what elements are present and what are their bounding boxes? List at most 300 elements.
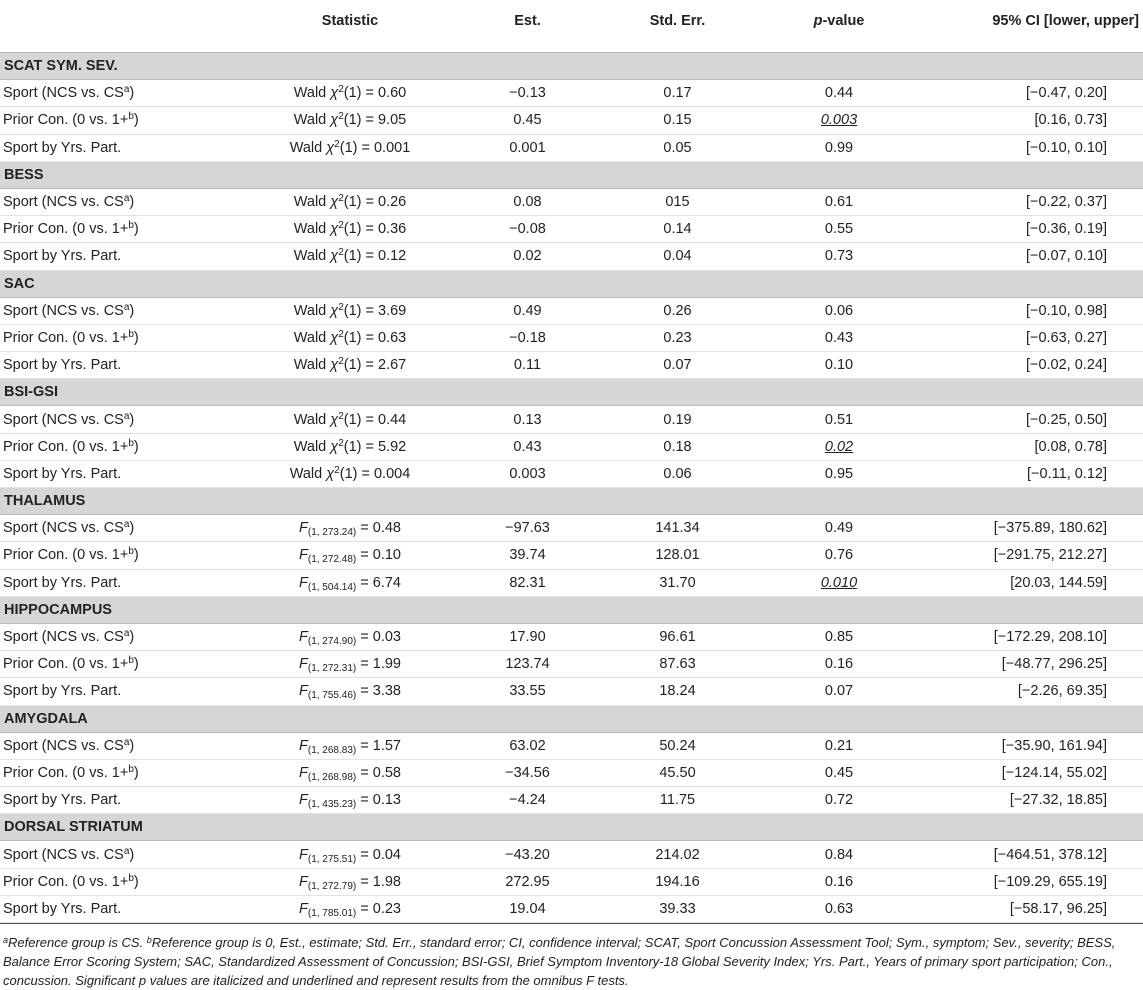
row-label-cell bbox=[0, 542, 235, 569]
row-label-cell bbox=[0, 297, 235, 324]
p-value-cell bbox=[765, 134, 913, 161]
ci-cell: [−35.90, 161.94] bbox=[913, 732, 1143, 759]
row-label: Sport (NCS vs. CS bbox=[3, 846, 124, 863]
statistic-cell bbox=[235, 895, 465, 922]
chi-superscript: 2 bbox=[338, 220, 344, 232]
statistic-cell bbox=[235, 324, 465, 351]
row-label-superscript: b bbox=[128, 437, 134, 449]
row-label-tail: ) bbox=[129, 737, 135, 754]
row-label: Prior Con. (0 vs. 1+ bbox=[3, 764, 129, 781]
f-letter: F bbox=[299, 683, 308, 700]
table-row bbox=[0, 216, 1143, 243]
row-label-cell bbox=[0, 216, 235, 243]
std-err-cell: 194.16 bbox=[590, 868, 765, 895]
p-value: 0.44 bbox=[824, 85, 854, 102]
row-label-tail: ) bbox=[129, 194, 135, 211]
statistic-value: 0.03 bbox=[372, 629, 401, 646]
table-row bbox=[0, 324, 1143, 351]
f-letter: F bbox=[299, 547, 308, 564]
estimate-cell: 33.55 bbox=[465, 678, 590, 705]
f-degrees-of-freedom: (1, 268.83) bbox=[307, 744, 357, 756]
chi-symbol: χ bbox=[330, 411, 339, 428]
statistic-cell bbox=[235, 787, 465, 814]
row-label-tail: ) bbox=[133, 764, 139, 781]
statistic-value: 5.92 bbox=[378, 438, 407, 455]
estimate-cell: 0.11 bbox=[465, 352, 590, 379]
estimate-cell: −0.08 bbox=[465, 216, 590, 243]
statistic-value: 0.10 bbox=[372, 547, 401, 564]
p-value: 0.21 bbox=[824, 737, 854, 754]
estimate-cell: −4.24 bbox=[465, 787, 590, 814]
row-label: Sport by Yrs. Part. bbox=[3, 574, 122, 591]
row-label: Prior Con. (0 vs. 1+ bbox=[3, 873, 129, 890]
p-value-cell bbox=[765, 787, 913, 814]
wald-prefix: Wald bbox=[293, 248, 331, 265]
ci-cell: [−291.75, 212.27] bbox=[913, 542, 1143, 569]
ci-cell: [−375.89, 180.62] bbox=[913, 515, 1143, 542]
wald-df: (1) = bbox=[343, 411, 379, 428]
statistic-cell bbox=[235, 732, 465, 759]
p-value-cell bbox=[765, 433, 913, 460]
estimate-cell: 0.45 bbox=[465, 107, 590, 134]
p-value-cell bbox=[765, 841, 913, 868]
chi-symbol: χ bbox=[326, 465, 335, 482]
statistic-value: 0.001 bbox=[373, 139, 411, 156]
p-value: 0.06 bbox=[824, 302, 854, 319]
f-letter: F bbox=[299, 574, 308, 591]
ci-cell: [20.03, 144.59] bbox=[913, 569, 1143, 596]
estimate-cell: 19.04 bbox=[465, 895, 590, 922]
header-p-value bbox=[765, 0, 913, 53]
estimate-cell: 0.49 bbox=[465, 297, 590, 324]
ci-cell: [−0.22, 0.37] bbox=[913, 188, 1143, 215]
row-label-tail: ) bbox=[133, 547, 139, 564]
statistic-cell bbox=[235, 678, 465, 705]
row-label-tail: ) bbox=[129, 411, 135, 428]
row-label: Sport (NCS vs. CS bbox=[3, 520, 124, 537]
p-value: 0.99 bbox=[824, 139, 854, 156]
ci-cell: [−0.36, 0.19] bbox=[913, 216, 1143, 243]
f-degrees-of-freedom: (1, 273.24) bbox=[307, 527, 357, 539]
statistic-cell bbox=[235, 651, 465, 678]
row-label: Sport (NCS vs. CS bbox=[3, 629, 124, 646]
p-value-cell bbox=[765, 868, 913, 895]
row-label-cell bbox=[0, 324, 235, 351]
estimate-cell: 0.13 bbox=[465, 406, 590, 433]
row-label-superscript: b bbox=[128, 328, 134, 340]
table-row bbox=[0, 297, 1143, 324]
wald-df: (1) = bbox=[343, 438, 379, 455]
row-label-cell bbox=[0, 107, 235, 134]
row-label-superscript: a bbox=[123, 193, 130, 205]
table-row bbox=[0, 134, 1143, 161]
wald-prefix: Wald bbox=[293, 302, 331, 319]
table-row bbox=[0, 895, 1143, 922]
chi-superscript: 2 bbox=[338, 84, 344, 96]
section-header-row bbox=[0, 379, 1143, 406]
row-label: Sport by Yrs. Part. bbox=[3, 139, 122, 156]
wald-df: (1) = bbox=[343, 329, 379, 346]
std-err-cell: 0.19 bbox=[590, 406, 765, 433]
p-value-cell bbox=[765, 895, 913, 922]
chi-symbol: χ bbox=[330, 85, 339, 102]
row-label-superscript: b bbox=[128, 111, 134, 123]
footnote-b-mark: b bbox=[146, 935, 152, 945]
wald-prefix: Wald bbox=[293, 194, 331, 211]
chi-superscript: 2 bbox=[338, 328, 344, 340]
statistic-cell bbox=[235, 623, 465, 650]
row-label-superscript: a bbox=[123, 410, 130, 422]
wald-df: (1) = bbox=[343, 85, 379, 102]
chi-superscript: 2 bbox=[338, 301, 344, 313]
chi-superscript: 2 bbox=[338, 356, 344, 368]
std-err-cell: 0.15 bbox=[590, 107, 765, 134]
row-label-superscript: a bbox=[123, 628, 130, 640]
statistic-value: 9.05 bbox=[378, 112, 407, 129]
header-p-rest: -value bbox=[822, 13, 865, 29]
row-label-cell bbox=[0, 623, 235, 650]
table-row bbox=[0, 732, 1143, 759]
f-letter: F bbox=[299, 846, 308, 863]
statistic-cell bbox=[235, 515, 465, 542]
std-err-cell: 0.04 bbox=[590, 243, 765, 270]
section-header-row bbox=[0, 596, 1143, 623]
row-label-superscript: a bbox=[123, 84, 130, 96]
row-label-superscript: a bbox=[123, 736, 130, 748]
std-err-cell: 31.70 bbox=[590, 569, 765, 596]
table-row bbox=[0, 623, 1143, 650]
statistic-cell bbox=[235, 216, 465, 243]
statistic-cell bbox=[235, 841, 465, 868]
statistic-value: 0.12 bbox=[378, 248, 407, 265]
row-label-cell bbox=[0, 134, 235, 161]
p-value: 0.55 bbox=[824, 221, 854, 238]
p-value-significant: 0.003 bbox=[820, 112, 858, 129]
chi-superscript: 2 bbox=[338, 193, 344, 205]
chi-symbol: χ bbox=[330, 357, 339, 374]
wald-df: (1) = bbox=[339, 465, 374, 482]
table-row bbox=[0, 787, 1143, 814]
row-label-cell bbox=[0, 243, 235, 270]
p-value-significant: 0.02 bbox=[824, 438, 854, 455]
row-label: Prior Con. (0 vs. 1+ bbox=[3, 438, 129, 455]
f-degrees-of-freedom: (1, 504.14) bbox=[307, 581, 357, 593]
row-label: Prior Con. (0 vs. 1+ bbox=[3, 221, 129, 238]
p-value: 0.16 bbox=[824, 873, 854, 890]
f-degrees-of-freedom: (1, 274.90) bbox=[307, 636, 357, 648]
f-degrees-of-freedom: (1, 268.98) bbox=[307, 771, 357, 783]
p-value-cell bbox=[765, 460, 913, 487]
estimate-cell: 63.02 bbox=[465, 732, 590, 759]
row-label-tail: ) bbox=[133, 112, 139, 129]
chi-symbol: χ bbox=[326, 139, 335, 156]
row-label-cell bbox=[0, 406, 235, 433]
p-value: 0.63 bbox=[824, 900, 854, 917]
ci-cell: [−0.10, 0.98] bbox=[913, 297, 1143, 324]
row-label: Sport by Yrs. Part. bbox=[3, 248, 122, 265]
row-label-cell bbox=[0, 732, 235, 759]
statistic-value: 0.26 bbox=[378, 194, 407, 211]
statistic-value: 3.38 bbox=[372, 683, 401, 700]
row-label-tail: ) bbox=[133, 438, 139, 455]
ci-cell: [−109.29, 655.19] bbox=[913, 868, 1143, 895]
table-row bbox=[0, 107, 1143, 134]
row-label: Sport by Yrs. Part. bbox=[3, 683, 122, 700]
f-letter: F bbox=[299, 629, 308, 646]
row-label-tail: ) bbox=[129, 302, 135, 319]
row-label-cell bbox=[0, 787, 235, 814]
p-value-cell bbox=[765, 515, 913, 542]
header-ci: 95% CI [lower, upper] bbox=[992, 13, 1139, 29]
ci-cell: [−0.02, 0.24] bbox=[913, 352, 1143, 379]
p-value-cell bbox=[765, 324, 913, 351]
statistic-cell bbox=[235, 352, 465, 379]
statistic-value: 0.04 bbox=[372, 846, 401, 863]
row-label-cell bbox=[0, 895, 235, 922]
std-err-cell: 128.01 bbox=[590, 542, 765, 569]
row-label-cell bbox=[0, 80, 235, 107]
ci-cell: [−124.14, 55.02] bbox=[913, 759, 1143, 786]
f-degrees-of-freedom: (1, 785.01) bbox=[307, 907, 357, 919]
table-row bbox=[0, 759, 1143, 786]
row-label: Sport (NCS vs. CS bbox=[3, 737, 124, 754]
row-label: Prior Con. (0 vs. 1+ bbox=[3, 329, 129, 346]
chi-superscript: 2 bbox=[338, 437, 344, 449]
row-label: Sport (NCS vs. CS bbox=[3, 302, 124, 319]
f-degrees-of-freedom: (1, 435.23) bbox=[307, 799, 357, 811]
statistic-value: 1.99 bbox=[372, 656, 401, 673]
row-label-cell bbox=[0, 569, 235, 596]
section-title: SCAT SYM. SEV. bbox=[0, 53, 1143, 80]
wald-prefix: Wald bbox=[293, 85, 331, 102]
std-err-cell: 0.18 bbox=[590, 433, 765, 460]
row-label: Sport (NCS vs. CS bbox=[3, 194, 124, 211]
std-err-cell: 18.24 bbox=[590, 678, 765, 705]
estimate-cell: 272.95 bbox=[465, 868, 590, 895]
ci-cell: [−172.29, 208.10] bbox=[913, 623, 1143, 650]
wald-prefix: Wald bbox=[293, 357, 331, 374]
wald-df: (1) = bbox=[343, 302, 379, 319]
f-equals: = bbox=[356, 900, 373, 917]
std-err-cell: 0.17 bbox=[590, 80, 765, 107]
row-label: Sport (NCS vs. CS bbox=[3, 85, 124, 102]
row-label-tail: ) bbox=[129, 629, 135, 646]
p-value-significant: 0.010 bbox=[820, 574, 858, 591]
f-degrees-of-freedom: (1, 272.31) bbox=[307, 663, 357, 675]
section-header-row bbox=[0, 488, 1143, 515]
p-value-cell bbox=[765, 80, 913, 107]
chi-superscript: 2 bbox=[338, 111, 344, 123]
ci-cell: [−48.77, 296.25] bbox=[913, 651, 1143, 678]
wald-df: (1) = bbox=[339, 139, 374, 156]
statistic-value: 0.44 bbox=[378, 411, 407, 428]
header-statistic: Statistic bbox=[321, 13, 379, 29]
p-value: 0.49 bbox=[824, 520, 854, 537]
estimate-cell: 82.31 bbox=[465, 569, 590, 596]
table-row bbox=[0, 515, 1143, 542]
statistic-value: 0.60 bbox=[378, 85, 407, 102]
wald-df: (1) = bbox=[343, 221, 379, 238]
estimate-cell: 0.43 bbox=[465, 433, 590, 460]
row-label-superscript: b bbox=[128, 655, 134, 667]
wald-prefix: Wald bbox=[289, 139, 327, 156]
estimate-cell: 17.90 bbox=[465, 623, 590, 650]
f-degrees-of-freedom: (1, 755.46) bbox=[307, 690, 357, 702]
p-value: 0.51 bbox=[824, 411, 854, 428]
statistic-value: 0.23 bbox=[372, 900, 401, 917]
f-equals: = bbox=[356, 873, 373, 890]
wald-df: (1) = bbox=[343, 194, 379, 211]
chi-superscript: 2 bbox=[338, 247, 344, 259]
row-label-superscript: b bbox=[128, 546, 134, 558]
f-letter: F bbox=[299, 792, 308, 809]
std-err-cell: 0.05 bbox=[590, 134, 765, 161]
table-row bbox=[0, 352, 1143, 379]
section-header-row bbox=[0, 53, 1143, 80]
section-title: SAC bbox=[0, 270, 1143, 297]
estimate-cell: 39.74 bbox=[465, 542, 590, 569]
statistic-cell bbox=[235, 542, 465, 569]
f-letter: F bbox=[299, 520, 308, 537]
statistic-value: 3.69 bbox=[378, 302, 407, 319]
table-footnote bbox=[0, 923, 1143, 990]
row-label-tail: ) bbox=[133, 656, 139, 673]
table-row bbox=[0, 433, 1143, 460]
wald-prefix: Wald bbox=[289, 465, 327, 482]
std-err-cell: 0.26 bbox=[590, 297, 765, 324]
statistic-cell bbox=[235, 134, 465, 161]
table-row bbox=[0, 542, 1143, 569]
p-value-cell bbox=[765, 759, 913, 786]
row-label: Prior Con. (0 vs. 1+ bbox=[3, 656, 129, 673]
chi-symbol: χ bbox=[330, 438, 339, 455]
row-label-cell bbox=[0, 651, 235, 678]
row-label-superscript: b bbox=[128, 220, 134, 232]
estimate-cell: −97.63 bbox=[465, 515, 590, 542]
row-label-cell bbox=[0, 868, 235, 895]
f-equals: = bbox=[356, 574, 373, 591]
estimate-cell: −34.56 bbox=[465, 759, 590, 786]
row-label-superscript: a bbox=[123, 301, 130, 313]
header-label bbox=[0, 0, 235, 53]
f-equals: = bbox=[356, 629, 373, 646]
std-err-cell: 0.07 bbox=[590, 352, 765, 379]
p-value-cell bbox=[765, 107, 913, 134]
chi-symbol: χ bbox=[330, 248, 339, 265]
f-letter: F bbox=[299, 764, 308, 781]
row-label-superscript: b bbox=[128, 872, 134, 884]
wald-prefix: Wald bbox=[293, 438, 331, 455]
row-label-cell bbox=[0, 460, 235, 487]
std-err-cell: 015 bbox=[590, 188, 765, 215]
chi-symbol: χ bbox=[330, 194, 339, 211]
ci-cell: [0.16, 0.73] bbox=[913, 107, 1143, 134]
std-err-cell: 0.14 bbox=[590, 216, 765, 243]
statistic-cell bbox=[235, 80, 465, 107]
p-value-cell bbox=[765, 678, 913, 705]
footnote-a-text: Reference group is CS. bbox=[8, 935, 147, 950]
chi-symbol: χ bbox=[330, 112, 339, 129]
chi-symbol: χ bbox=[330, 221, 339, 238]
row-label-cell bbox=[0, 352, 235, 379]
statistic-cell bbox=[235, 433, 465, 460]
row-label-tail: ) bbox=[133, 873, 139, 890]
statistic-value: 1.57 bbox=[372, 737, 401, 754]
std-err-cell: 0.23 bbox=[590, 324, 765, 351]
p-value-cell bbox=[765, 297, 913, 324]
statistic-value: 0.63 bbox=[378, 329, 407, 346]
ci-cell: [0.08, 0.78] bbox=[913, 433, 1143, 460]
statistic-cell bbox=[235, 107, 465, 134]
row-label: Sport by Yrs. Part. bbox=[3, 357, 122, 374]
header-p-italic: p bbox=[813, 13, 823, 29]
p-value: 0.16 bbox=[824, 656, 854, 673]
row-label: Sport by Yrs. Part. bbox=[3, 900, 122, 917]
table-row bbox=[0, 569, 1143, 596]
row-label: Prior Con. (0 vs. 1+ bbox=[3, 547, 129, 564]
wald-df: (1) = bbox=[343, 248, 379, 265]
std-err-cell: 45.50 bbox=[590, 759, 765, 786]
header-std-err: Std. Err. bbox=[649, 13, 706, 29]
row-label-cell bbox=[0, 759, 235, 786]
f-letter: F bbox=[299, 656, 308, 673]
table-row bbox=[0, 460, 1143, 487]
statistic-value: 1.98 bbox=[372, 873, 401, 890]
ci-cell: [−58.17, 96.25] bbox=[913, 895, 1143, 922]
statistic-value: 6.74 bbox=[372, 574, 401, 591]
estimate-cell: 123.74 bbox=[465, 651, 590, 678]
table-row bbox=[0, 841, 1143, 868]
f-equals: = bbox=[356, 764, 373, 781]
section-title: BESS bbox=[0, 161, 1143, 188]
p-value: 0.45 bbox=[824, 764, 854, 781]
p-value-cell bbox=[765, 651, 913, 678]
row-label: Sport (NCS vs. CS bbox=[3, 411, 124, 428]
row-label: Sport by Yrs. Part. bbox=[3, 465, 122, 482]
estimate-cell: 0.08 bbox=[465, 188, 590, 215]
section-title: THALAMUS bbox=[0, 488, 1143, 515]
p-value-cell bbox=[765, 732, 913, 759]
p-value-cell bbox=[765, 569, 913, 596]
statistic-cell bbox=[235, 188, 465, 215]
chi-superscript: 2 bbox=[334, 464, 340, 476]
std-err-cell: 39.33 bbox=[590, 895, 765, 922]
ci-cell: [−0.25, 0.50] bbox=[913, 406, 1143, 433]
p-value-cell bbox=[765, 542, 913, 569]
row-label: Prior Con. (0 vs. 1+ bbox=[3, 112, 129, 129]
row-label-cell bbox=[0, 678, 235, 705]
f-degrees-of-freedom: (1, 275.51) bbox=[307, 853, 357, 865]
ci-cell: [−0.10, 0.10] bbox=[913, 134, 1143, 161]
footnote-a-mark: a bbox=[3, 935, 9, 945]
table-row bbox=[0, 651, 1143, 678]
table-row bbox=[0, 868, 1143, 895]
estimate-cell: 0.003 bbox=[465, 460, 590, 487]
row-label-superscript: a bbox=[123, 519, 130, 531]
ci-cell: [−0.11, 0.12] bbox=[913, 460, 1143, 487]
std-err-cell: 141.34 bbox=[590, 515, 765, 542]
footnote-b-text: Reference group is 0, Est., estimate; Std. Err., standard error; CI, confidence interval; SCAT, Sport Concussion Assessment Tool; Sym., symptom; Sev., severity; BESS, Balance Error Scoring System; SAC, Standardized Assessment of Concussion; BSI-GSI, Brief Symptom Inventory-18 Global Severity Index; Yrs. Part., Years of primary sport participation; Con., concussion. Significant p values are italicized and underlined and represent results from the omnibus F tests. bbox=[3, 935, 1116, 988]
f-equals: = bbox=[356, 520, 373, 537]
p-value: 0.07 bbox=[824, 683, 854, 700]
statistic-cell bbox=[235, 868, 465, 895]
f-equals: = bbox=[356, 683, 373, 700]
estimate-cell: −0.18 bbox=[465, 324, 590, 351]
chi-superscript: 2 bbox=[338, 410, 344, 422]
f-letter: F bbox=[299, 737, 308, 754]
statistic-value: 0.004 bbox=[373, 465, 411, 482]
chi-symbol: χ bbox=[330, 302, 339, 319]
